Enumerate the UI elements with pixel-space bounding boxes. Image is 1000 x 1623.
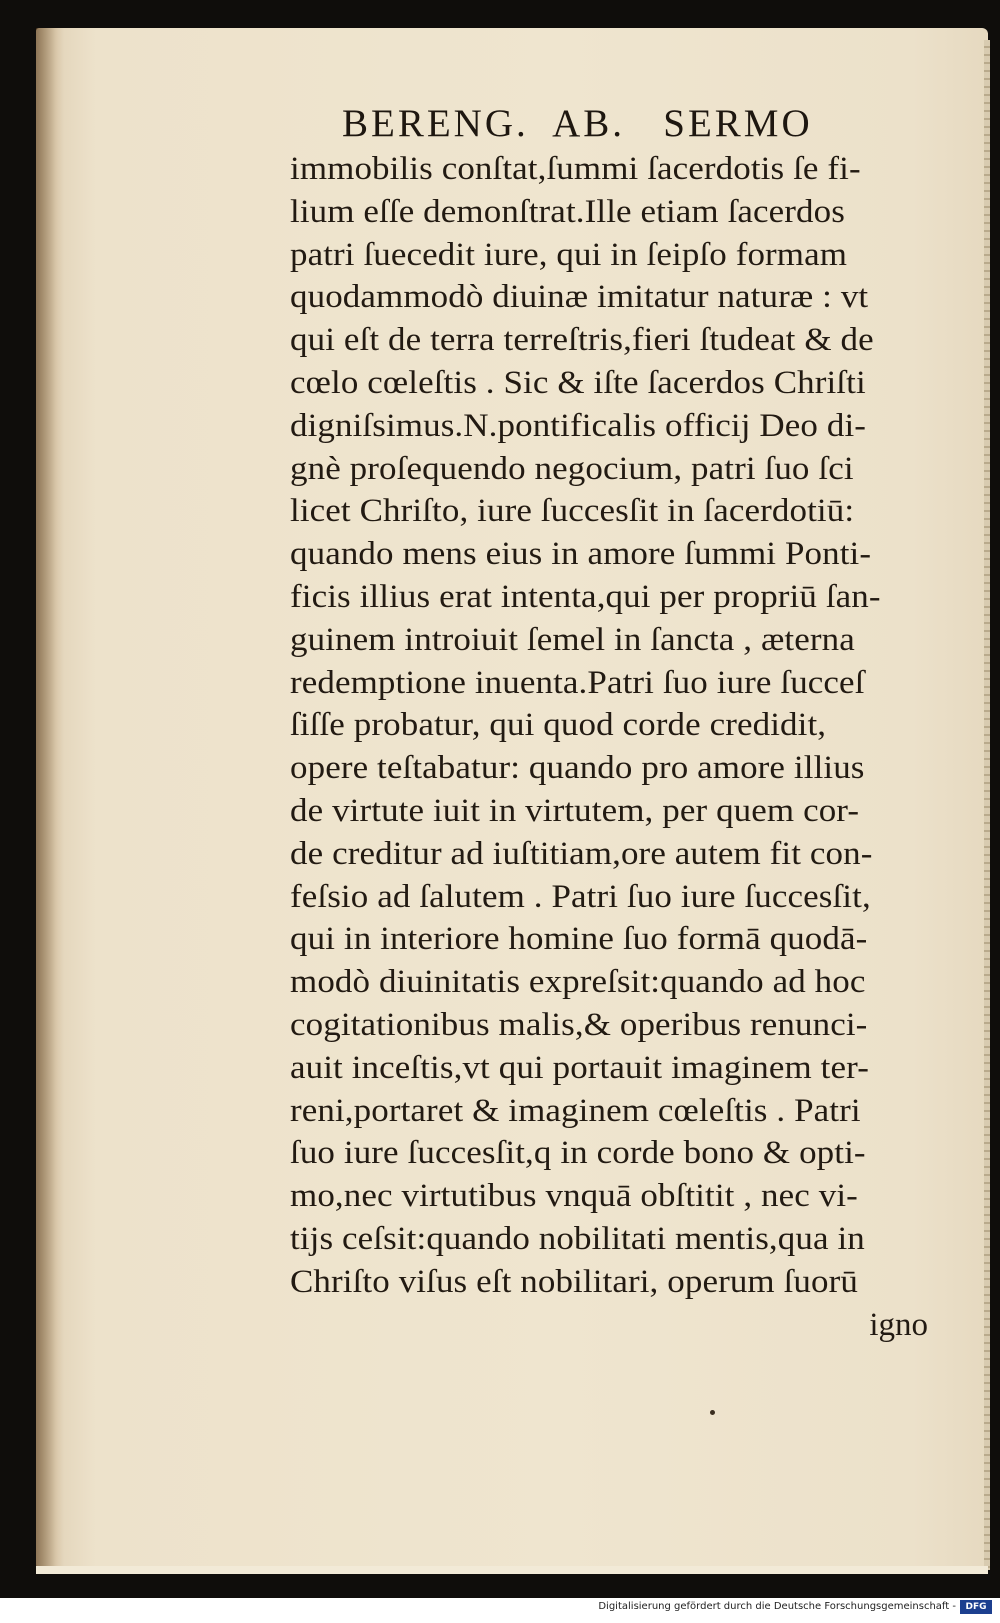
- digitization-credit: Digitalisierung gefördert durch die Deutsche Forschungsgemeinschaft -: [598, 1601, 956, 1612]
- text-line: de virtute iuit in virtutem, per quem cor-: [290, 792, 860, 829]
- text-line: de creditur ad iuſtitiam,ore autem fit con-: [290, 835, 873, 872]
- text-line: patri ſuecedit iure, qui in ſeipſo formam: [290, 236, 848, 273]
- page-gutter-shadow: [36, 28, 64, 1572]
- body-text: [290, 148, 950, 1304]
- text-line: digniſsimus.N.pontificalis officij Deo di-: [290, 407, 867, 444]
- text-line: feſsio ad ſalutem . Patri ſuo iure ſuccesſit,: [290, 878, 871, 915]
- text-line: lium eſſe demonſtrat.Ille etiam ſacerdos: [290, 193, 845, 230]
- running-head: BERENG. AB. SERMO: [342, 102, 813, 145]
- ink-speck: [710, 1410, 715, 1415]
- text-line: qui eſt de terra terreſtris,fieri ſtudeat & de: [290, 322, 874, 359]
- dfg-logo: DFG: [960, 1600, 992, 1614]
- catchword: igno: [869, 1306, 928, 1343]
- text-line: quodammodò diuinæ imitatur naturæ : vt: [290, 279, 869, 316]
- text-line: gnè proſequendo negocium, patri ſuo ſci: [290, 450, 854, 487]
- text-line: ficis illius erat intenta,qui per propriū ſan-: [290, 578, 881, 615]
- text-line: reni,portaret & imaginem cœleſtis . Patri: [290, 1092, 861, 1129]
- text-line: redemptione inuenta.Patri ſuo iure ſucceſ: [290, 664, 865, 701]
- text-line: modò diuinitatis expreſsit:quando ad hoc: [290, 964, 866, 1001]
- text-line: qui in interiore homine ſuo formā quodā-: [290, 921, 868, 958]
- text-line: opere teſtabatur: quando pro amore illius: [290, 750, 865, 787]
- text-line: licet Chriſto, iure ſuccesſit in ſacerdotiū:: [290, 493, 855, 530]
- text-line: ſiſſe probatur, qui quod corde credidit,: [290, 707, 827, 744]
- text-line: auit inceſtis,vt qui portauit imaginem ter-: [290, 1049, 869, 1086]
- text-line: tijs ceſsit:quando nobilitati mentis,qua in: [290, 1220, 865, 1257]
- text-line: quando mens eius in amore ſummi Ponti-: [290, 536, 872, 573]
- text-line: cogitationibus malis,& operibus renunci-: [290, 1006, 868, 1043]
- page-bottom-edge: [36, 1566, 988, 1574]
- text-line: cœlo cœleſtis . Sic & iſte ſacerdos Chriſti: [290, 364, 866, 401]
- text-line: immobilis conſtat,ſummi ſacerdotis ſe fi-: [290, 151, 861, 187]
- text-line: guinem introiuit ſemel in ſancta , æterna: [290, 621, 855, 658]
- text-block: [290, 100, 950, 1346]
- text-line: ſuo iure ſuccesſit,q in corde bono & opti-: [290, 1135, 866, 1172]
- text-line: mo,nec virtutibus vnquā obſtitit , nec vi-: [290, 1178, 858, 1215]
- text-line: Chriſto viſus eſt nobilitari, operum ſuorū: [290, 1263, 858, 1300]
